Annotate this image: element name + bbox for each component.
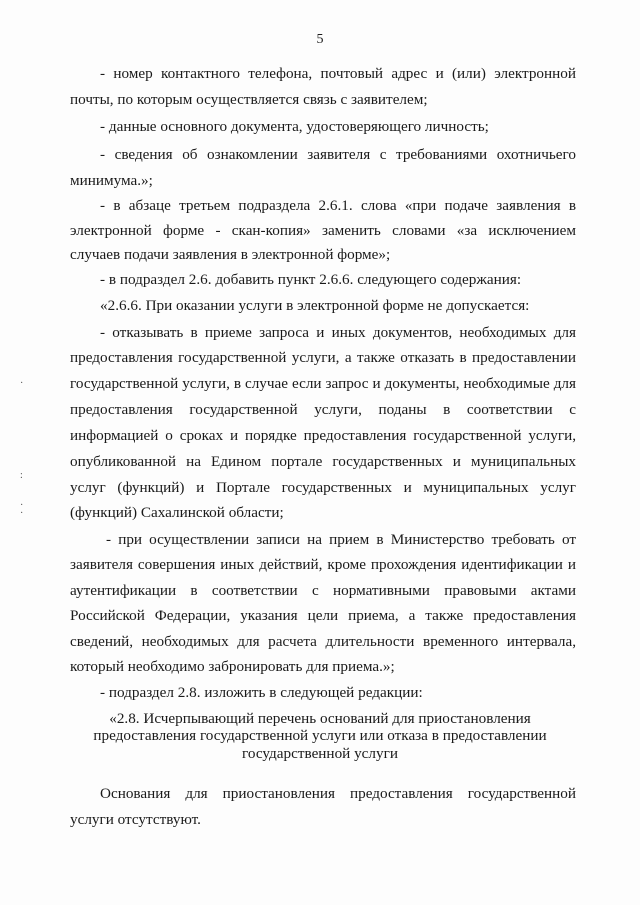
section-heading: государственной услуги [242, 745, 398, 762]
text-line: - при осуществлении записи на прием в Министерство требовать от [106, 531, 576, 548]
text-line: информацией о сроках и порядке предоставления государственной услуги, [70, 427, 576, 444]
text-line: - сведения об ознакомлении заявителя с требованиями охотничьего [100, 146, 576, 163]
text-line: случаев подачи заявления в электронной форме»; [70, 246, 391, 263]
text-line: минимума.»; [70, 172, 153, 189]
scan-mark: · [20, 500, 24, 511]
scan-mark: · [20, 508, 24, 519]
text-line: почты, по которым осуществляется связь с заявителем; [70, 91, 428, 108]
text-line: заявителя совершения иных действий, кроме прохождения идентификации и [70, 556, 576, 573]
section-heading: предоставления государственной услуги или отказа в предоставлении [93, 727, 547, 744]
text-line: электронной форме - скан-копия» заменить словами «за исключением [70, 222, 576, 239]
section-heading: «2.8. Исчерпывающий перечень оснований для приостановления [109, 710, 531, 727]
text-line: государственной услуги, в случае если запрос и документы, необходимые для [70, 375, 576, 392]
scan-mark: : [20, 470, 23, 481]
text-line: предоставления государственной услуги, а также отказать в предоставлении [70, 349, 576, 366]
text-line: Основания для приостановления предоставления государственной [100, 785, 576, 802]
text-line: услуг (функций) и Портале государственных и муниципальных услуг [70, 479, 576, 496]
text-line: предоставления государственной услуги, поданы в соответствии с [70, 401, 576, 418]
text-line: сведений, необходимых для расчета длительности временного интервала, [70, 633, 576, 650]
text-line: - номер контактного телефона, почтовый адрес и (или) электронной [100, 65, 576, 82]
text-line: - подраздел 2.8. изложить в следующей редакции: [100, 684, 423, 701]
text-line: аутентификации в соответствии с нормативными правовыми актами [70, 582, 576, 599]
text-line: - отказывать в приеме запроса и иных документов, необходимых для [100, 324, 576, 341]
text-line: Российской Федерации, указания цели приема, а также предоставления [70, 607, 576, 624]
text-line: который необходимо забронировать для приема.»; [70, 658, 395, 675]
text-line: - данные основного документа, удостоверяющего личность; [100, 118, 489, 135]
text-line: (функций) Сахалинской области; [70, 504, 284, 521]
scan-mark: · [20, 378, 24, 389]
text-line: услуги отсутствуют. [70, 811, 201, 828]
text-line: «2.6.6. При оказании услуги в электронной форме не допускается: [100, 297, 530, 314]
text-line: - в абзаце третьем подраздела 2.6.1. слова «при подаче заявления в [100, 197, 576, 214]
text-line: опубликованной на Едином портале государственных и муниципальных [70, 453, 576, 470]
text-line: - в подраздел 2.6. добавить пункт 2.6.6. следующего содержания: [100, 271, 522, 288]
page-number: 5 [316, 32, 324, 47]
